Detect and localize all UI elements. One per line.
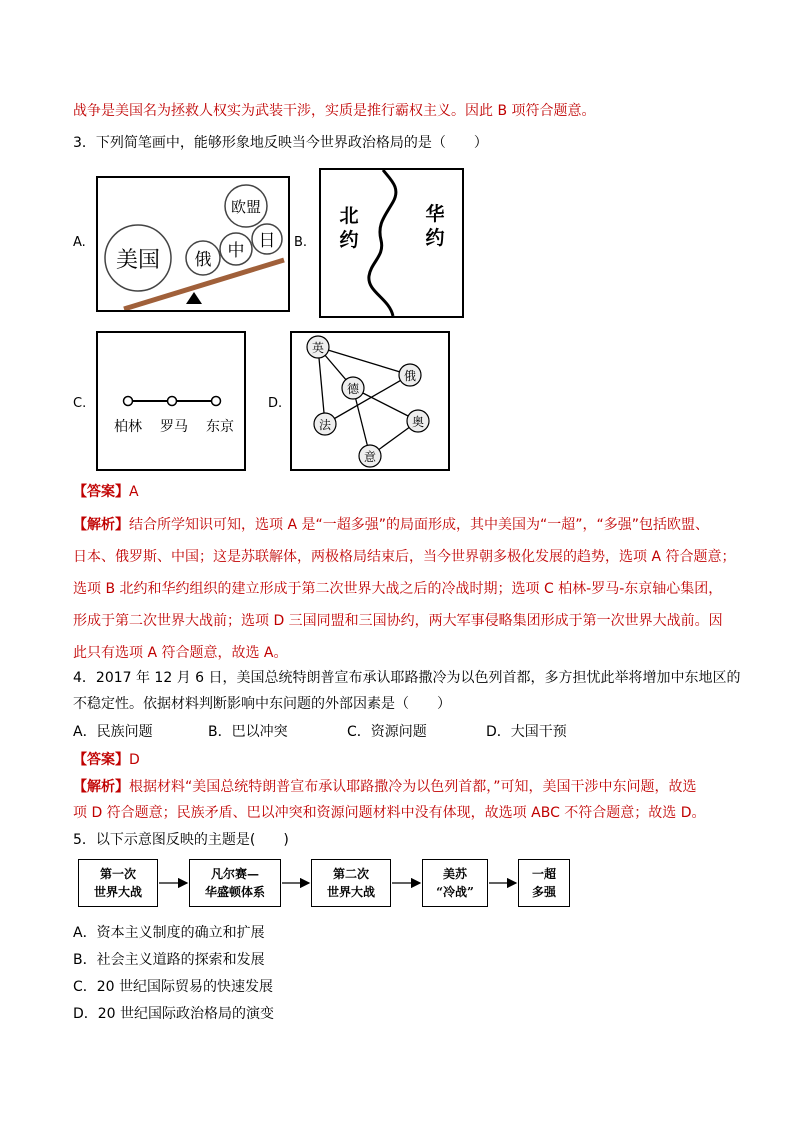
q3-analysis-line-4: 形成于第二次世界大战前；选项 D 三国同盟和三国协约，两大军事侵略集团形成于第一次世界大战前。因 [73,613,723,629]
q5-option-c: C．20 世纪国际贸易的快速发展 [73,979,274,995]
node-italy-text: 意 [363,450,377,464]
q4-option-a: A．民族问题 [73,724,153,740]
circle-japan-text: 日 [258,231,276,251]
prev-analysis-line: 战争是美国名为拯救人权实为武装干涉，实质是推行霸权主义。因此 B 项符合题意。 [73,103,596,119]
q4-option-b: B．巴以冲突 [208,724,288,740]
nato-char-1: 北 [339,205,359,227]
nato-char-2: 约 [339,229,359,251]
warsaw-char-2: 约 [425,227,445,249]
label-tokyo: 东京 [206,419,234,435]
q3-option-a-label: A. [73,235,86,250]
q3-option-c-label: C. [73,396,87,411]
q3-option-b-label: B. [294,235,308,250]
node-france-text: 法 [318,418,332,432]
warsaw-char-1: 华 [425,203,445,225]
flow-box-1: 第一次 世界大战 [78,859,158,907]
flow-box-3: 第二次 世界大战 [311,859,391,907]
q4-option-d: D．大国干预 [486,724,567,740]
label-berlin: 柏林 [114,419,142,435]
circle-china-text: 中 [227,241,245,261]
analysis-tag: 【解析】 [73,779,129,795]
q4-stem-line-1: 4．2017 年 12 月 6 日，美国总统特朗普宣布承认耶路撒冷为以色列首都，多方担忧此举将增加中东地区的 [73,670,741,686]
node-austria-text: 奥 [411,415,425,429]
flow-box-5: 一超 多强 [518,859,570,907]
node-russia-text: 俄 [403,369,417,383]
analysis-tag: 【解析】 [73,517,129,533]
circle-russia-text: 俄 [194,250,212,270]
circle-usa-text: 美国 [115,248,161,273]
flow-box-4: 美苏 “冷战” [422,859,488,907]
q5-option-b: B．社会主义道路的探索和发展 [73,952,265,968]
q3-analysis-line-1: 【解析】结合所学知识可知，选项 A 是“一超多强”的局面形成，其中美国为“一超”，“多强”包括欧盟、 [73,517,709,533]
flow-box-2: 凡尔赛— 华盛顿体系 [189,859,281,907]
q3-option-d-label: D. [268,396,283,411]
q3-analysis-line-5: 此只有选项 A 符合题意，故选 A。 [73,645,288,661]
label-rome: 罗马 [160,419,188,435]
answer-value: D [129,752,140,768]
circle-eu-text: 欧盟 [230,198,262,216]
q3-analysis-line-3: 选项 B 北约和华约组织的建立形成于第二次世界大战之后的冷战时期；选项 C 柏林-罗马-东京轴心集团， [73,581,723,597]
answer-tag: 【答案】 [73,752,129,768]
q4-analysis-line-2: 项 D 符合题意；民族矛盾、巴以冲突和资源问题材料中没有体现，故选项 ABC 不符合题意；故选 D。 [73,805,706,821]
q4-analysis-line-1: 【解析】根据材料“美国总统特朗普宣布承认耶路撒冷为以色列首都，”可知，美国干涉中东问题，故选 [73,779,697,795]
q5-stem: 5．以下示意图反映的主题是( ) [73,832,289,848]
q5-option-d: D．20 世纪国际政治格局的演变 [73,1006,275,1022]
q5-option-a: A．资本主义制度的确立和扩展 [73,925,265,941]
q3-analysis-line-2: 日本、俄罗斯、中国；这是苏联解体，两极格局结束后，当今世界朝多极化发展的趋势，选项 A 符合题意； [73,549,736,565]
q3-stem: 3．下列简笔画中，能够形象地反映当今世界政治格局的是（ ） [73,135,488,151]
answer-value: A [129,484,139,500]
q4-option-c: C．资源问题 [347,724,427,740]
node-uk-text: 英 [311,341,325,355]
q4-stem-line-2: 不稳定性。依据材料判断影响中东问题的外部因素是（ ） [73,696,451,712]
answer-tag: 【答案】 [73,484,129,500]
node-germany-text: 德 [346,382,360,396]
